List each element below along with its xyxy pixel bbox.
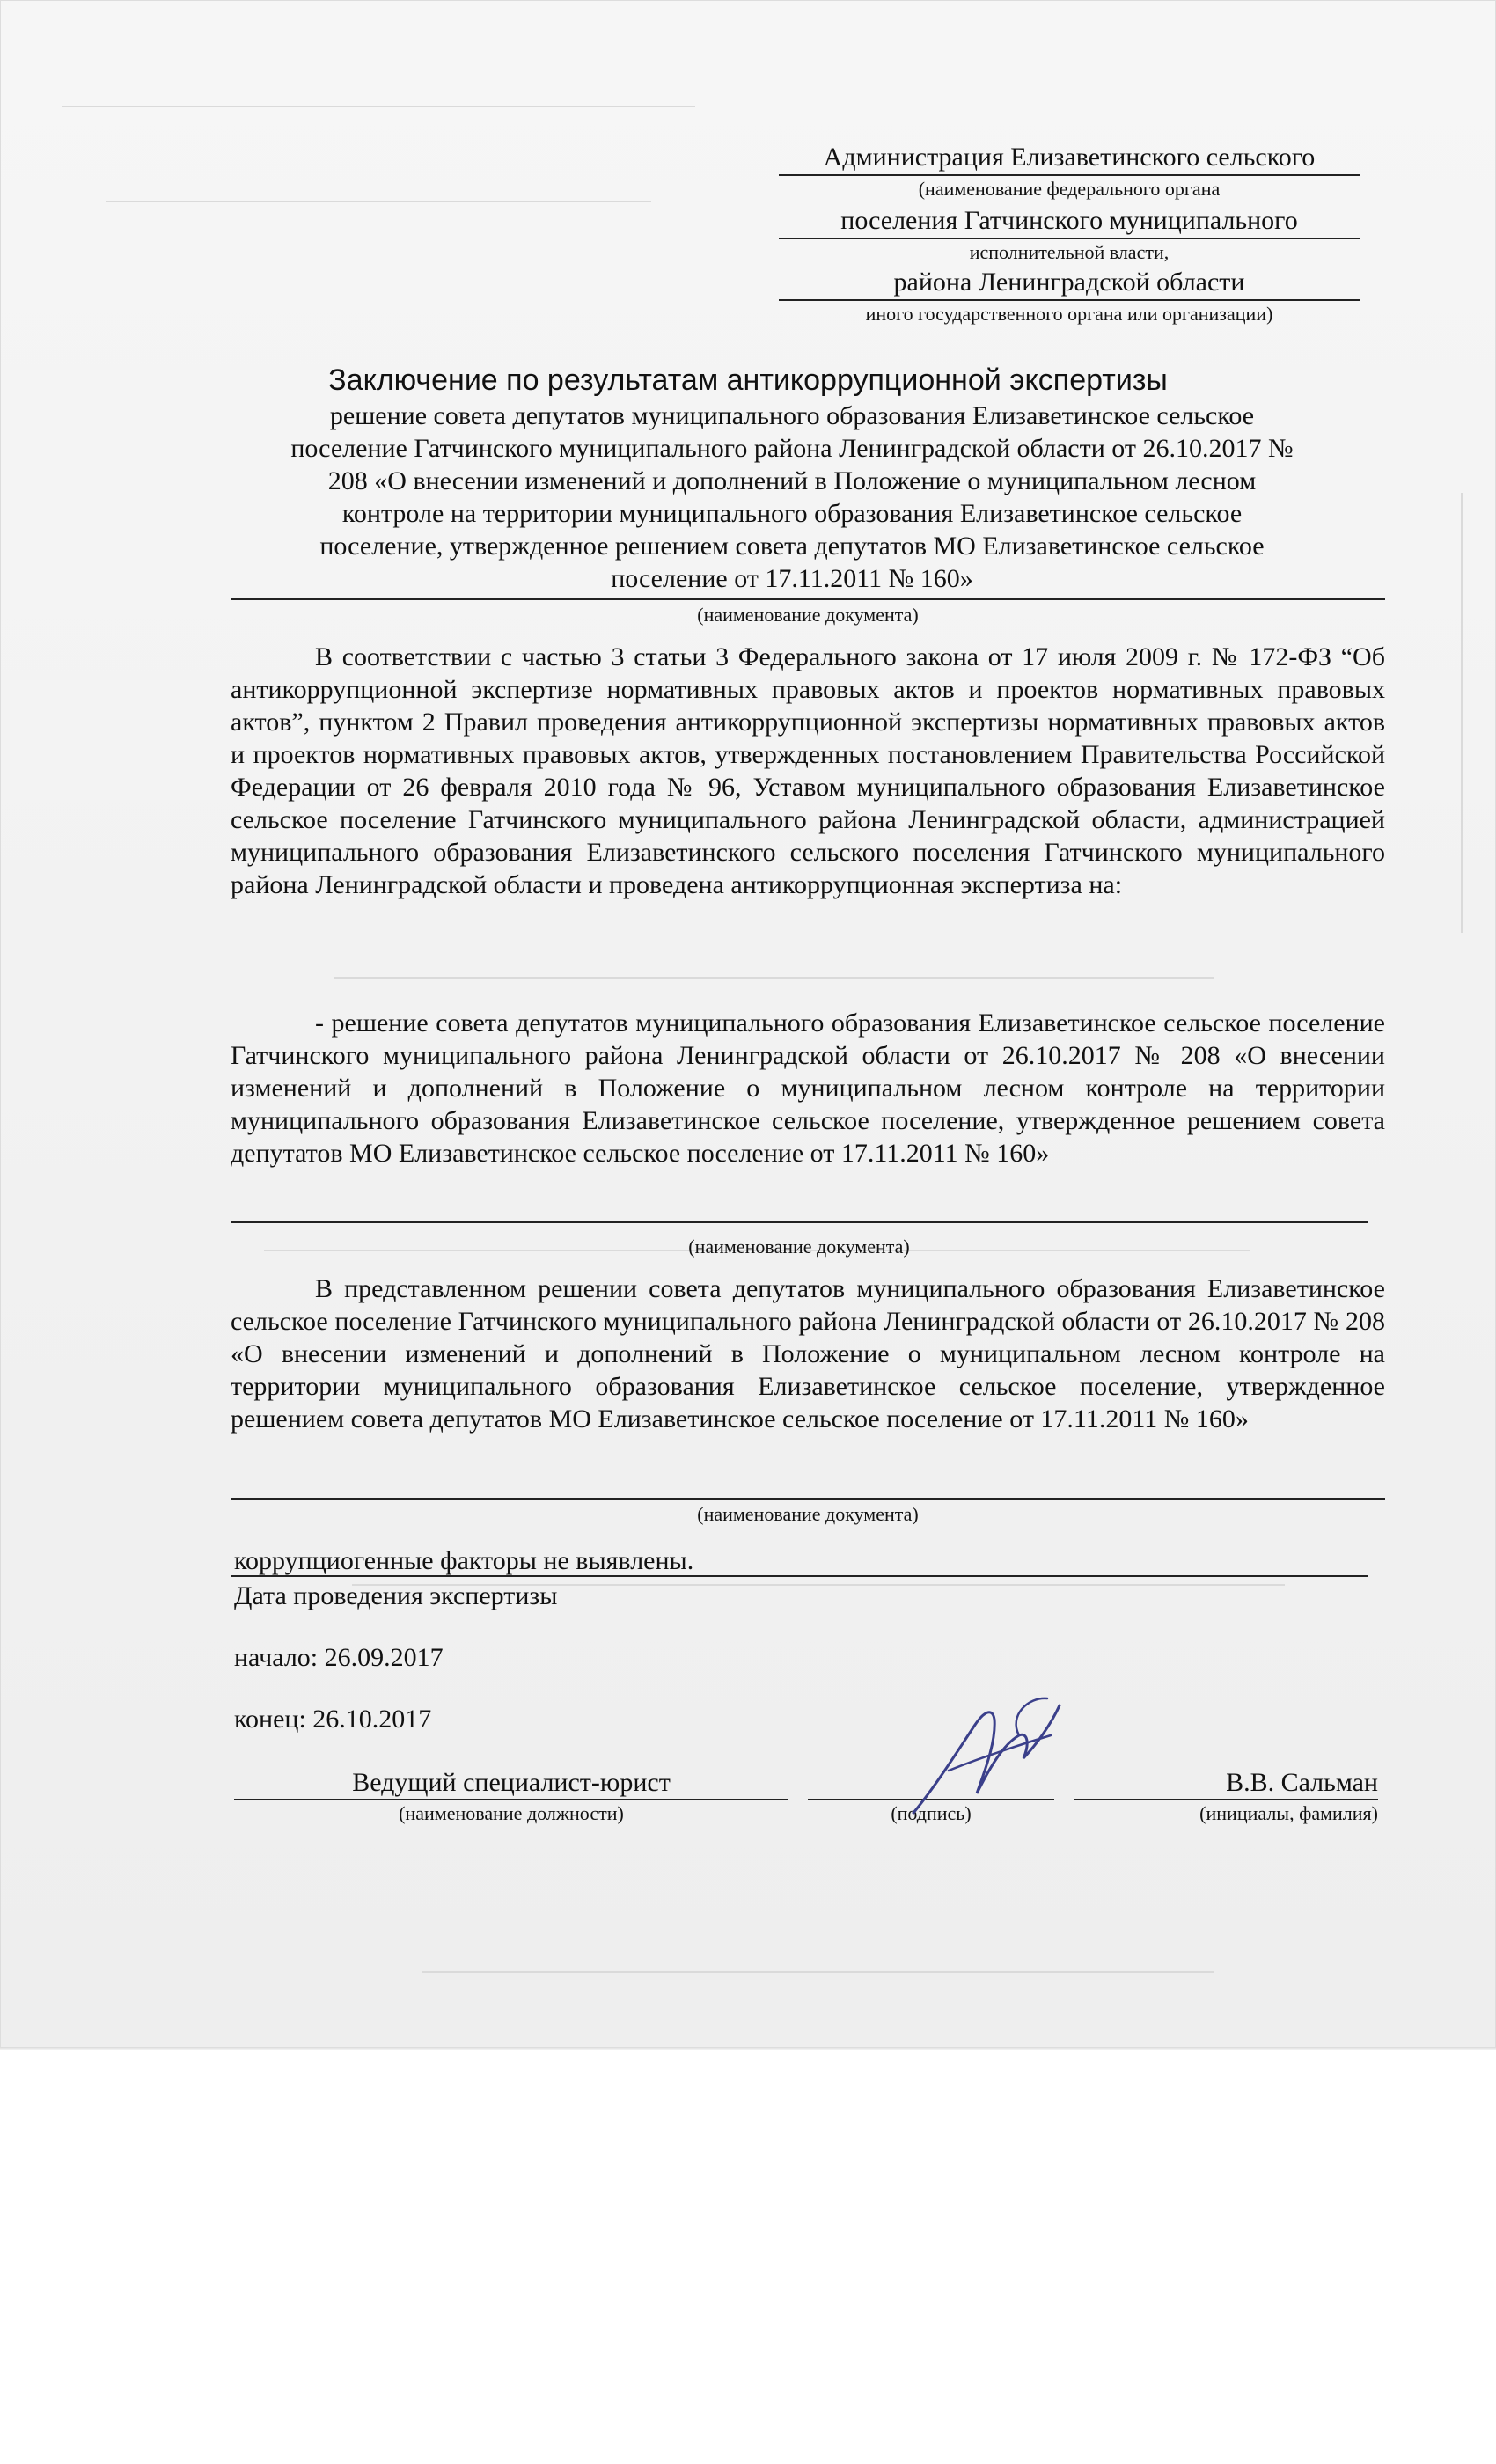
bleed-through — [106, 201, 651, 202]
position-title: Ведущий специалист-юрист — [352, 1768, 671, 1797]
name-caption: (инициалы, фамилия) — [1199, 1802, 1378, 1824]
position-rule — [234, 1799, 788, 1800]
result-paragraph: В представленном решении совета депутатов муниципального образования Елизаветинское сельское поселение Гатчинского муниципального района Ленинградской области от 26.10.2017 № 208 «О внесении изменений и дополнений в Положение о муниципальном лесном контроле на территории муниципального образования Елизаветинское сельское поселение, утвержденное решением совета депутатов МО Елизаветинское сельское поселение от 17.11.2011 № 160» — [231, 1274, 1385, 1434]
org-caption-1: (наименование федерального органа — [918, 178, 1221, 200]
name-rule — [1074, 1799, 1378, 1800]
document-name-rule — [231, 598, 1385, 600]
bleed-through — [62, 106, 695, 107]
basis-paragraph: В соответствии с частью 3 статьи 3 Федерального закона от 17 июля 2009 г. № 172-ФЗ “Об антикоррупционной экспертизе нормативных правовых актов и проектов нормативных правовых актов”, пунктом 2 Правил проведения антикоррупционной экспертизы нормативных правовых актов и проектов нормативных правовых актов, утвержденных постановлением Правительства Российской Федерации от 26 февраля 2010 года № 96, Уставом муниципального образования Елизаветинское сельское поселение Гатчинского муниципального района Ленинградской области, администрацией муниципального образования Елизаветинского сельского поселения Гатчинского муниципального района Ленинградской области и проведена антикоррупционная экспертиза на: — [231, 642, 1385, 899]
org-caption-3: иного государственного органа или организации) — [865, 303, 1273, 325]
org-caption-2: исполнительной власти, — [969, 241, 1170, 263]
document-name-line: поселение Гатчинского муниципального района Ленинградской области от 26.10.2017 № — [290, 434, 1294, 463]
dates-label: Дата проведения экспертизы — [234, 1581, 558, 1610]
examined-document-rule — [231, 1221, 1368, 1223]
signer-name: В.В. Сальман — [1226, 1768, 1378, 1797]
document-name-line: 208 «О внесении изменений и дополнений в Положение о муниципальном лесном — [327, 466, 1257, 495]
bleed-through — [422, 1971, 1214, 1973]
org-name-line3: района Ленинградской области — [893, 268, 1245, 297]
examined-document-item: - решение совета депутатов муниципального образования Елизаветинское сельское поселение Гатчинского муниципального района Ленинградской области от 26.10.2017 № 208 «О внесении изменений и дополнений в Положение о муниципальном лесном контроле на территории муниципального образования Елизаветинское сельское поселение, утвержденное решением совета депутатов МО Елизаветинское сельское поселение от 17.11.2011 № 160» — [231, 1008, 1385, 1168]
document-name-caption: (наименование документа) — [697, 604, 919, 626]
org-name-line1: Администрация Елизаветинского сельского — [823, 143, 1316, 172]
document-title: Заключение по результатам антикоррупционной экспертизы — [328, 363, 1168, 397]
end-date: конец: 26.10.2017 — [234, 1705, 432, 1734]
org-rule-3 — [779, 299, 1360, 301]
document-name — [229, 400, 1355, 595]
signature-caption: (подпись) — [891, 1802, 972, 1824]
bleed-through — [1461, 493, 1463, 933]
result-caption: (наименование документа) — [697, 1503, 919, 1525]
handwritten-signature — [896, 1690, 1063, 1822]
document-name-line: поселение от 17.11.2011 № 160» — [611, 564, 973, 593]
conclusion-text: коррупциогенные факторы не выявлены. — [234, 1546, 694, 1575]
conclusion-rule — [231, 1575, 1368, 1577]
bleed-through — [334, 977, 1214, 979]
org-name-line2: поселения Гатчинского муниципального — [840, 206, 1298, 235]
position-caption: (наименование должности) — [399, 1802, 624, 1824]
start-date: начало: 26.09.2017 — [234, 1643, 444, 1672]
document-name-line: контроле на территории муниципального образования Елизаветинское сельское — [341, 499, 1243, 528]
examined-document-caption: (наименование документа) — [688, 1236, 910, 1258]
org-rule-1 — [779, 174, 1360, 176]
org-rule-2 — [779, 238, 1360, 239]
document-name-line: поселение, утвержденное решением совета депутатов МО Елизаветинское сельское — [319, 532, 1265, 561]
scan-edge — [0, 2047, 1496, 2050]
document-name-line: решение совета депутатов муниципального образования Елизаветинское сельское — [329, 401, 1255, 430]
result-rule — [231, 1498, 1385, 1500]
